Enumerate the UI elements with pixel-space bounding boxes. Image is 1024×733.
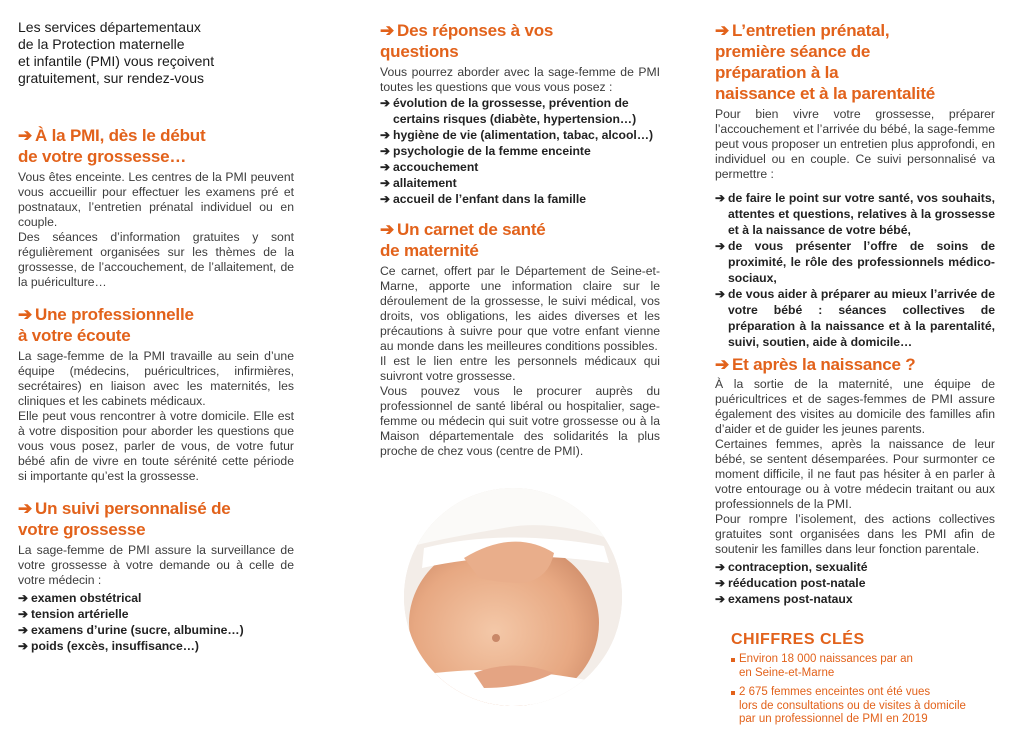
arrow-icon: ➔ xyxy=(380,96,391,110)
arrow-icon: ➔ xyxy=(380,128,391,142)
arrow-icon: ➔ xyxy=(715,355,730,374)
item-text: évolution de la grossesse, prévention de certains risques (diabète, hypertension…) xyxy=(393,96,637,126)
paragraph: Il est le lien entre les personnels médicaux qui suivront votre grossesse. xyxy=(380,354,660,383)
arrow-icon: ➔ xyxy=(18,126,33,145)
item-text: examens post-nataux xyxy=(728,592,853,606)
item-text: examen obstétrical xyxy=(31,591,142,605)
title-line: Et après la naissance ? xyxy=(732,355,916,374)
paragraph: Ce carnet, offert par le Département de Seine-et-Marne, apporte une information claire sur le déroulement de la grossesse, le suivi médical, vos droits, vos obligations, les aides diverses et les précautions à suivre pour que votre enfant vienne au monde dans les meilleures conditions possibles. xyxy=(380,264,660,353)
arrow-icon: ➔ xyxy=(18,607,29,621)
title-line: Un carnet de santé xyxy=(397,220,546,239)
item-text: rééducation post-natale xyxy=(728,576,866,590)
arrow-icon: ➔ xyxy=(715,287,726,301)
paragraph: Vous êtes enceinte. Les centres de la PMI peuvent vous accueillir pour effectuer les examens pré et postnataux, l’entretien prénatal individuel ou en couple. xyxy=(18,170,294,229)
item-text: poids (excès, insuffisance…) xyxy=(31,639,199,653)
item-text: de faire le point sur votre santé, vos souhaits, attentes et questions, relatives à la grossesse et à la naissance de votre bébé, xyxy=(728,191,995,237)
list-item xyxy=(380,175,660,191)
title-line: naissance et à la parentalité xyxy=(715,84,936,103)
title-line: de maternité xyxy=(380,241,479,260)
arrow-icon: ➔ xyxy=(18,623,29,637)
intro-text xyxy=(18,19,294,87)
title-line: première séance de xyxy=(715,42,871,61)
title-line: Des réponses à vos xyxy=(397,21,554,40)
item-text: hygiène de vie (alimentation, tabac, alcool…) xyxy=(393,128,654,142)
list-item xyxy=(715,591,995,607)
key-line: lors de consultations ou de visites à domicile xyxy=(739,699,966,712)
pregnant-belly-illustration xyxy=(404,488,622,706)
key-line: 2 675 femmes enceintes ont été vues xyxy=(739,686,931,698)
section-title-pmi xyxy=(18,125,294,167)
title-line: votre grossesse xyxy=(18,520,146,539)
title-line: de votre grossesse… xyxy=(18,147,187,166)
paragraph: Elle peut vous rencontrer à votre domicile. Elle est à votre disposition pour aborder les questions que vous vous posez, parler de vous, de votre futur bébé afin de vivre en toute sérénité cette période si importante qu’est la grossesse. xyxy=(18,409,294,483)
arrow-icon: ➔ xyxy=(715,191,726,205)
key-figure-item xyxy=(731,686,995,727)
list-item xyxy=(380,191,660,207)
title-line: questions xyxy=(380,42,459,61)
title-line: préparation à la xyxy=(715,63,839,82)
column-middle xyxy=(380,0,660,459)
arrow-icon: ➔ xyxy=(715,21,730,40)
paragraph: Vous pourrez aborder avec la sage-femme de PMI toutes les questions que vous vous posez : xyxy=(380,65,660,94)
arrow-icon: ➔ xyxy=(18,305,33,324)
list-item xyxy=(380,143,660,159)
intro-line: de la Protection maternelle xyxy=(18,36,185,52)
arrow-icon: ➔ xyxy=(380,176,391,190)
item-text: allaitement xyxy=(393,176,457,190)
list-item xyxy=(18,590,294,606)
list-item xyxy=(18,622,294,638)
paragraph: La sage-femme de la PMI travaille au sein d’une équipe (médecins, puéricultrices, infirmières, secrétaires) en liaison avec les maternités, les cliniques et les cabinets médicaux. xyxy=(18,349,294,408)
arrow-icon: ➔ xyxy=(715,576,726,590)
pregnancy-photo xyxy=(404,488,622,706)
intro-line: Les services départementaux xyxy=(18,19,201,35)
section-title-apres-naissance xyxy=(715,354,995,375)
list-item xyxy=(715,238,995,286)
list-item xyxy=(380,127,660,143)
key-line: Environ 18 000 naissances par an xyxy=(739,653,913,665)
key-figures-title: CHIFFRES CLÉS xyxy=(731,631,865,648)
arrow-icon: ➔ xyxy=(380,144,391,158)
arrow-icon: ➔ xyxy=(715,239,726,253)
intro-line: et infantile (PMI) vous reçoivent xyxy=(18,53,215,69)
arrow-icon: ➔ xyxy=(715,560,726,574)
arrow-icon: ➔ xyxy=(380,220,395,239)
key-figure-item xyxy=(731,653,995,680)
key-figures-list xyxy=(731,653,995,727)
arrow-icon: ➔ xyxy=(380,21,395,40)
section-title-professionnelle xyxy=(18,304,294,346)
title-line: À la PMI, dès le début xyxy=(35,126,206,145)
key-line: par un professionnel de PMI en 2019 xyxy=(739,713,928,725)
key-line: en Seine-et-Marne xyxy=(739,666,835,679)
column-right xyxy=(715,0,995,733)
post-natal-list xyxy=(715,559,995,607)
section-title-entretien xyxy=(715,20,995,104)
list-item xyxy=(18,638,294,654)
paragraph: Vous pouvez vous le procurer auprès du professionnel de santé libéral ou hospitalier, sage-femme ou médecin qui suit votre grossesse ou à la Maison départementale des solidarités la plus proche de chez vous (centre de PMI). xyxy=(380,384,660,458)
arrow-icon: ➔ xyxy=(18,639,29,653)
item-text: accouchement xyxy=(393,160,479,174)
list-item xyxy=(380,95,660,127)
entretien-list xyxy=(715,190,995,350)
arrow-icon: ➔ xyxy=(18,591,29,605)
intro-line: gratuitement, sur rendez-vous xyxy=(18,70,204,86)
list-item xyxy=(18,606,294,622)
list-item xyxy=(715,286,995,350)
paragraph: Pour rompre l’isolement, des actions collectives gratuites sont organisées dans les PMI afin de soutenir les familles dans leur fonction parentale. xyxy=(715,512,995,556)
questions-list xyxy=(380,95,660,207)
title-line: Un suivi personnalisé de xyxy=(35,499,231,518)
title-line: à votre écoute xyxy=(18,326,131,345)
column-left xyxy=(18,0,294,654)
item-text: accueil de l’enfant dans la famille xyxy=(393,192,587,206)
section-title-carnet xyxy=(380,219,660,261)
paragraph: Certaines femmes, après la naissance de leur bébé, se sentent désemparées. Pour surmonter ce moment difficile, il ne faut pas hésiter à en parler à votre entourage ou à votre médecin traitant ou aux professionnels de la PMI. xyxy=(715,437,995,511)
list-item xyxy=(715,575,995,591)
item-text: tension artérielle xyxy=(31,607,129,621)
arrow-icon: ➔ xyxy=(380,160,391,174)
title-line: Une professionnelle xyxy=(35,305,194,324)
title-line: L’entretien prénatal, xyxy=(732,21,890,40)
paragraph: La sage-femme de PMI assure la surveillance de votre grossesse à votre demande ou à celle de votre médecin : xyxy=(18,543,294,587)
arrow-icon: ➔ xyxy=(715,592,726,606)
list-item xyxy=(380,159,660,175)
arrow-icon: ➔ xyxy=(380,192,391,206)
item-text: de vous présenter l’offre de soins de proximité, le rôle des professionnels médico-sociaux, xyxy=(728,239,995,285)
item-text: contraception, sexualité xyxy=(728,560,868,574)
arrow-icon: ➔ xyxy=(18,499,33,518)
paragraph: À la sortie de la maternité, une équipe de puéricultrices et de sages-femmes de PMI assure également des visites au domicile des familles afin d’aider et de guider les jeunes parents. xyxy=(715,377,995,436)
section-title-reponses xyxy=(380,20,660,62)
paragraph: Pour bien vivre votre grossesse, préparer l’accouchement et l’arrivée du bébé, la sage-femme peut vous proposer un entretien plus approfondi, en individuel ou en couple. Ce suivi personnalisé va permettre : xyxy=(715,107,995,181)
item-text: examens d’urine (sucre, albumine…) xyxy=(31,623,244,637)
paragraph: Des séances d’information gratuites y sont régulièrement organisées sur les thèmes de la grossesse, de l’accouchement, de l’allaitement, de la puériculture… xyxy=(18,230,294,289)
item-text: psychologie de la femme enceinte xyxy=(393,144,591,158)
section-title-suivi xyxy=(18,498,294,540)
key-figures xyxy=(731,631,995,727)
list-item xyxy=(715,190,995,238)
item-text: de vous aider à préparer au mieux l’arrivée de votre bébé : séances collectives de préparation à la naissance et à la parentalité, suivi, soutien, aide à domicile… xyxy=(728,287,995,349)
exam-list xyxy=(18,590,294,654)
list-item xyxy=(715,559,995,575)
